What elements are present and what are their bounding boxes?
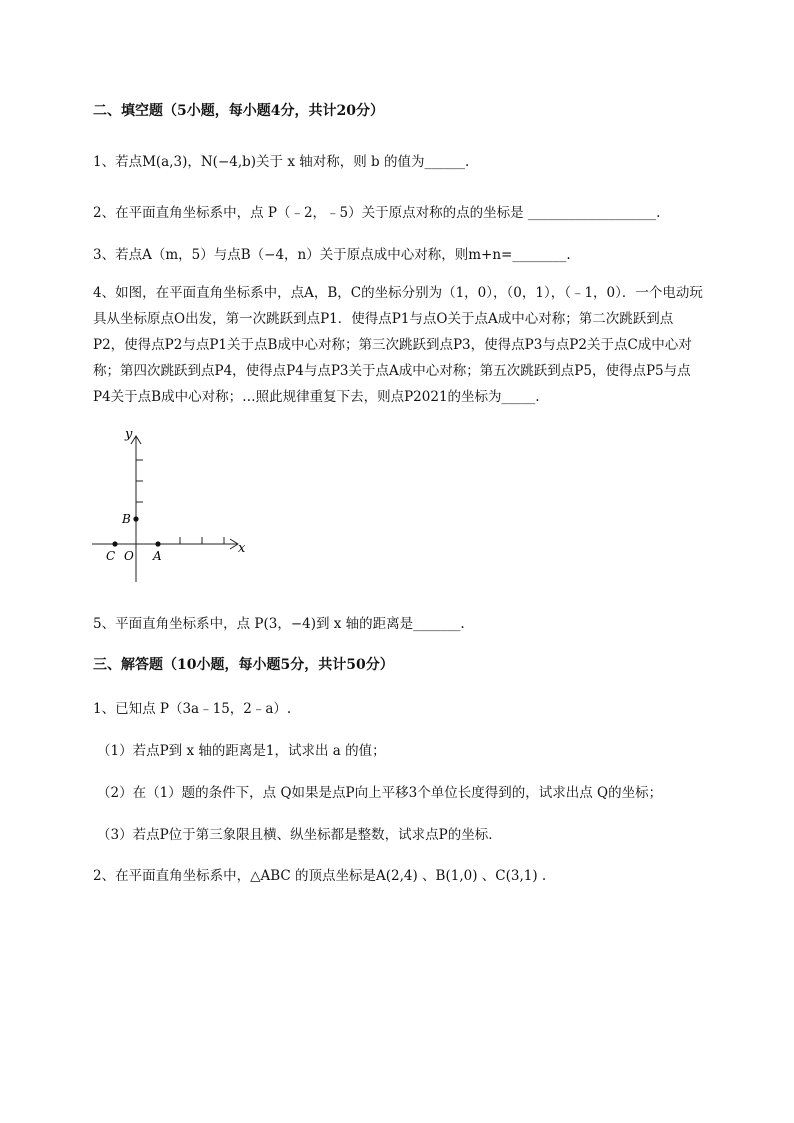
fill-question-4-line-4: 称；第四次跳跃到点P4，使得点P4与点P3关于点A成中心对称；第五次跳跃到点P5，使得点P5与点 <box>93 363 691 379</box>
point-c <box>112 541 117 546</box>
x-ticks <box>180 537 224 544</box>
x-axis-label: x <box>238 541 246 556</box>
origin-label: O <box>124 549 134 563</box>
fill-question-4-line-3: P2，使得点P2与点P1关于点B成中心对称；第三次跳跃到点P3，使得点P3与点P2关于点C成中心对 <box>93 337 692 353</box>
fill-question-4 <box>93 280 743 410</box>
solve-question-2: 2、在平面直角坐标系中，△ABC 的顶点坐标是A(2,4) 、B(1,0) 、C(3,1) . <box>93 868 547 884</box>
point-b-label: B <box>122 512 131 526</box>
solve-question-1-part-3: （3）若点P位于第三象限且横、纵坐标都是整数，试求点P的坐标． <box>97 827 502 843</box>
coordinate-figure <box>88 422 258 592</box>
point-a-label: A <box>153 549 162 563</box>
point-b <box>133 516 138 521</box>
solve-question-1-part-1: （1）若点P到 x 轴的距离是1，试求出 a 的值； <box>97 743 386 759</box>
point-a <box>155 541 160 546</box>
fill-question-4-line-5: P4关于点B成中心对称；…照此规律重复下去，则点P2021的坐标为_____. <box>93 389 540 405</box>
solve-question-1-stem: 1、已知点 P（3a﹣15，2﹣a）. <box>93 701 292 717</box>
fill-question-2: 2、在平面直角坐标系中，点 P（﹣2，﹣5）关于原点对称的点的坐标是 ___________________. <box>93 205 661 221</box>
solve-question-1-part-2: （2）在（1）题的条件下，点 Q如果是点P向上平移3个单位长度得到的，试求出点 Q的坐标； <box>97 785 663 801</box>
y-axis-label: y <box>125 427 133 442</box>
point-c-label: C <box>106 549 116 563</box>
y-ticks <box>136 460 143 502</box>
fill-question-1: 1、若点M(a,3)，N(−4,b)关于 x 轴对称，则 b 的值为______. <box>93 154 470 170</box>
fill-question-4-line-1: 4、如图，在平面直角坐标系中，点A，B，C的坐标分别为（1，0），（0，1），（﹣1，0）．一个电动玩 <box>93 285 703 301</box>
fill-question-4-line-2: 具从坐标原点O出发，第一次跳跃到点P1．使得点P1与点O关于点A成中心对称；第二次跳跃到点 <box>93 311 674 327</box>
fill-question-3: 3、若点A（m，5）与点B（−4，n）关于原点成中心对称，则m+n=________. <box>93 247 571 263</box>
section-3-heading: 三、解答题（10小题，每小题5分，共计50分） <box>93 657 394 673</box>
fill-question-5: 5、平面直角坐标系中，点 P(3，−4)到 x 轴的距离是_______. <box>93 616 465 632</box>
section-2-heading: 二、填空题（5小题，每小题4分，共计20分） <box>93 103 384 119</box>
